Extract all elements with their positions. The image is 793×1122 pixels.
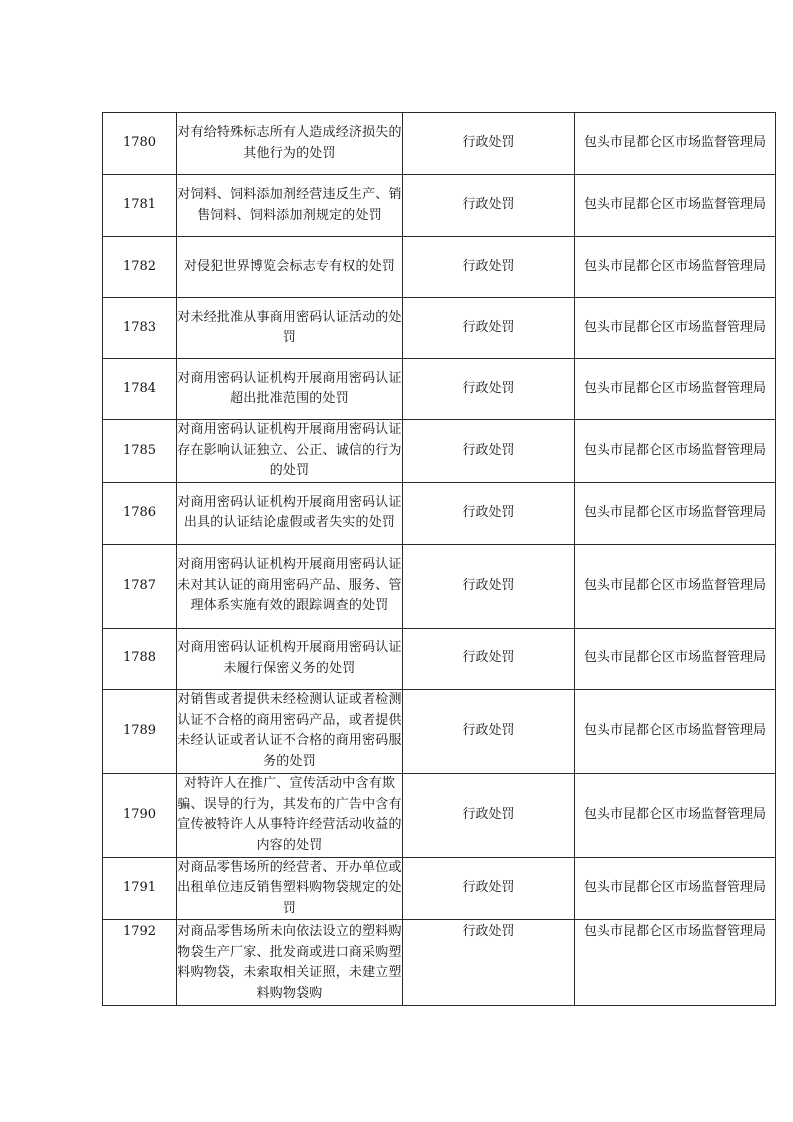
action-type: 行政处罚 <box>403 628 575 689</box>
responsible-department: 包头市昆都仑区市场监督管理局 <box>575 359 776 420</box>
item-description: 对特许人在推广、宣传活动中含有欺骗、误导的行为，其发布的广告中含有宣传被特许人从事特许经营活动收益的内容的处罚 <box>177 773 403 857</box>
item-description: 对商用密码认证机构开展商用密码认证未对其认证的商用密码产品、服务、管理体系实施有效的跟踪调查的处罚 <box>177 544 403 628</box>
table-body <box>103 113 776 1006</box>
item-description: 对商用密码认证机构开展商用密码认证出具的认证结论虚假或者失实的处罚 <box>177 482 403 544</box>
responsible-department: 包头市昆都仑区市场监督管理局 <box>575 628 776 689</box>
item-description: 对商用密码认证机构开展商用密码认证存在影响认证独立、公正、诚信的行为的处罚 <box>177 420 403 483</box>
row-number: 1784 <box>103 359 177 420</box>
action-type: 行政处罚 <box>403 113 575 175</box>
responsible-department: 包头市昆都仑区市场监督管理局 <box>575 113 776 175</box>
table-row <box>103 482 776 544</box>
action-type: 行政处罚 <box>403 544 575 628</box>
action-type: 行政处罚 <box>403 237 575 298</box>
responsible-department: 包头市昆都仑区市场监督管理局 <box>575 237 776 298</box>
table-row <box>103 175 776 237</box>
row-number: 1791 <box>103 857 177 920</box>
enforcement-items-table <box>102 112 776 1006</box>
responsible-department: 包头市昆都仑区市场监督管理局 <box>575 689 776 773</box>
row-number: 1781 <box>103 175 177 237</box>
table-row <box>103 857 776 920</box>
table-row <box>103 628 776 689</box>
item-description: 对销售或者提供未经检测认证或者检测认证不合格的商用密码产品，或者提供未经认证或者认证不合格的商用密码服务的处罚 <box>177 689 403 773</box>
responsible-department: 包头市昆都仑区市场监督管理局 <box>575 298 776 359</box>
responsible-department: 包头市昆都仑区市场监督管理局 <box>575 920 776 1006</box>
row-number: 1789 <box>103 689 177 773</box>
table-row <box>103 773 776 857</box>
item-description: 对商用密码认证机构开展商用密码认证未履行保密义务的处罚 <box>177 628 403 689</box>
action-type: 行政处罚 <box>403 920 575 1006</box>
item-description: 对未经批准从事商用密码认证活动的处罚 <box>177 298 403 359</box>
item-description: 对侵犯世界博览会标志专有权的处罚 <box>177 237 403 298</box>
action-type: 行政处罚 <box>403 420 575 483</box>
action-type: 行政处罚 <box>403 175 575 237</box>
action-type: 行政处罚 <box>403 689 575 773</box>
item-description: 对饲料、饲料添加剂经营违反生产、销售饲料、饲料添加剂规定的处罚 <box>177 175 403 237</box>
item-description: 对商品零售场所未向依法设立的塑料购物袋生产厂家、批发商或进口商采购塑料购物袋，未索取相关证照，未建立塑料购物袋购 <box>177 920 403 1006</box>
row-number: 1785 <box>103 420 177 483</box>
table-row <box>103 420 776 483</box>
table-row <box>103 689 776 773</box>
row-number: 1782 <box>103 237 177 298</box>
row-number: 1790 <box>103 773 177 857</box>
table-row <box>103 359 776 420</box>
row-number: 1780 <box>103 113 177 175</box>
action-type: 行政处罚 <box>403 857 575 920</box>
responsible-department: 包头市昆都仑区市场监督管理局 <box>575 773 776 857</box>
row-number: 1787 <box>103 544 177 628</box>
responsible-department: 包头市昆都仑区市场监督管理局 <box>575 857 776 920</box>
responsible-department: 包头市昆都仑区市场监督管理局 <box>575 544 776 628</box>
action-type: 行政处罚 <box>403 298 575 359</box>
row-number: 1792 <box>103 920 177 1006</box>
table-row <box>103 544 776 628</box>
table-row <box>103 920 776 1006</box>
row-number: 1788 <box>103 628 177 689</box>
responsible-department: 包头市昆都仑区市场监督管理局 <box>575 175 776 237</box>
action-type: 行政处罚 <box>403 359 575 420</box>
item-description: 对商用密码认证机构开展商用密码认证超出批准范围的处罚 <box>177 359 403 420</box>
item-description: 对商品零售场所的经营者、开办单位或出租单位违反销售塑料购物袋规定的处罚 <box>177 857 403 920</box>
table-row <box>103 237 776 298</box>
row-number: 1786 <box>103 482 177 544</box>
table-row <box>103 113 776 175</box>
responsible-department: 包头市昆都仑区市场监督管理局 <box>575 420 776 483</box>
responsible-department: 包头市昆都仑区市场监督管理局 <box>575 482 776 544</box>
item-description: 对有给特殊标志所有人造成经济损失的其他行为的处罚 <box>177 113 403 175</box>
action-type: 行政处罚 <box>403 773 575 857</box>
action-type: 行政处罚 <box>403 482 575 544</box>
table-row <box>103 298 776 359</box>
row-number: 1783 <box>103 298 177 359</box>
